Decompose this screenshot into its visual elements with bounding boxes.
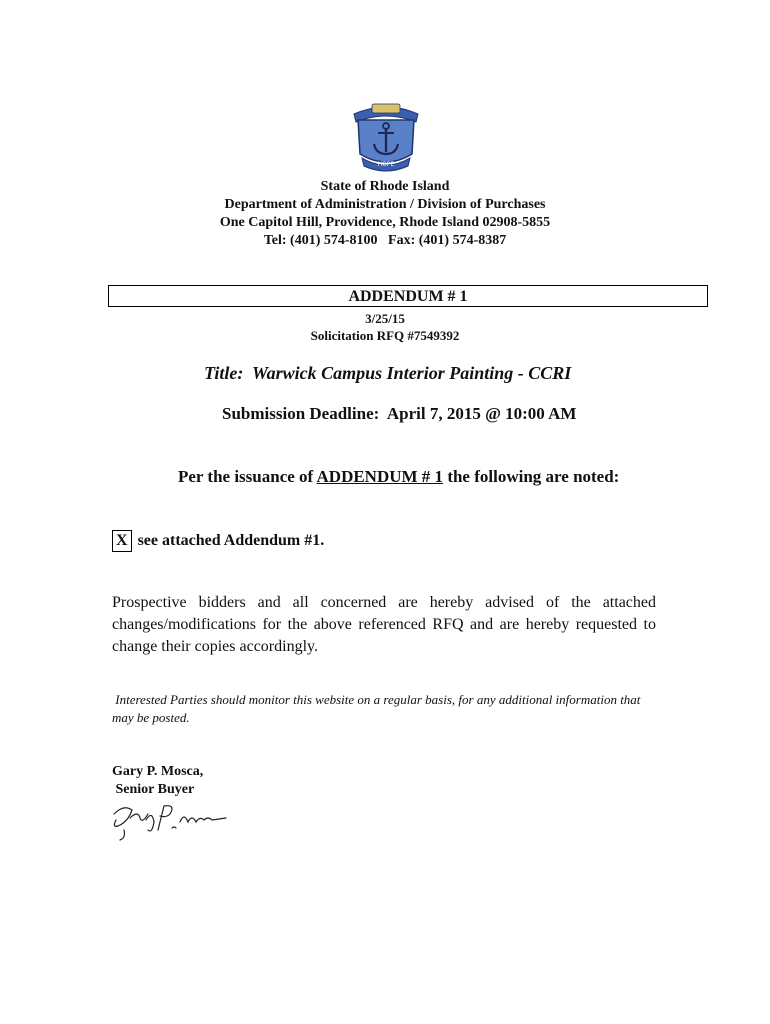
- agency-address: One Capitol Hill, Providence, Rhode Island 02908-5855: [219, 215, 551, 230]
- issuance-addendum-ref: ADDENDUM # 1: [316, 467, 444, 486]
- department-name: Department of Administration / Division of Purchases: [224, 197, 546, 212]
- solicitation-number: Solicitation RFQ #7549392: [310, 328, 460, 343]
- body-paragraph: Prospective bidders and all concerned are hereby advised of the attached changes/modifications for the above referenced RFQ and are hereby requested to change their copies accordingly.: [112, 594, 656, 655]
- seal-motto: HOPE: [377, 161, 395, 168]
- addendum-meta: [0, 310, 770, 344]
- addendum-heading: ADDENDUM # 1: [108, 285, 708, 307]
- checkbox-marked: X: [112, 530, 132, 552]
- issuance-prefix: Per the issuance of: [178, 467, 317, 486]
- state-name: State of Rhode Island: [320, 179, 450, 194]
- solicitation-title: Title: Warwick Campus Interior Painting - CCRI: [204, 363, 572, 383]
- state-seal-logo: [348, 100, 424, 174]
- issuance-suffix: the following are noted:: [443, 467, 620, 486]
- signer-title: Senior Buyer: [112, 782, 195, 797]
- issuance-statement: [178, 467, 619, 487]
- agency-header: [0, 178, 770, 250]
- agency-phones: Tel: (401) 574-8100 Fax: (401) 574-8387: [263, 233, 507, 248]
- checklist-item-label: see attached Addendum #1.: [137, 532, 325, 549]
- signer-block: [112, 763, 203, 799]
- handwritten-signature: [108, 800, 232, 842]
- addendum-date: 3/25/15: [365, 311, 405, 326]
- signer-name: Gary P. Mosca,: [112, 764, 204, 779]
- checklist-item: [112, 530, 324, 552]
- monitor-notice: Interested Parties should monitor this website on a regular basis, for any additional information that may be posted.: [112, 692, 644, 725]
- submission-deadline: Submission Deadline: April 7, 2015 @ 10:00 AM: [222, 404, 577, 423]
